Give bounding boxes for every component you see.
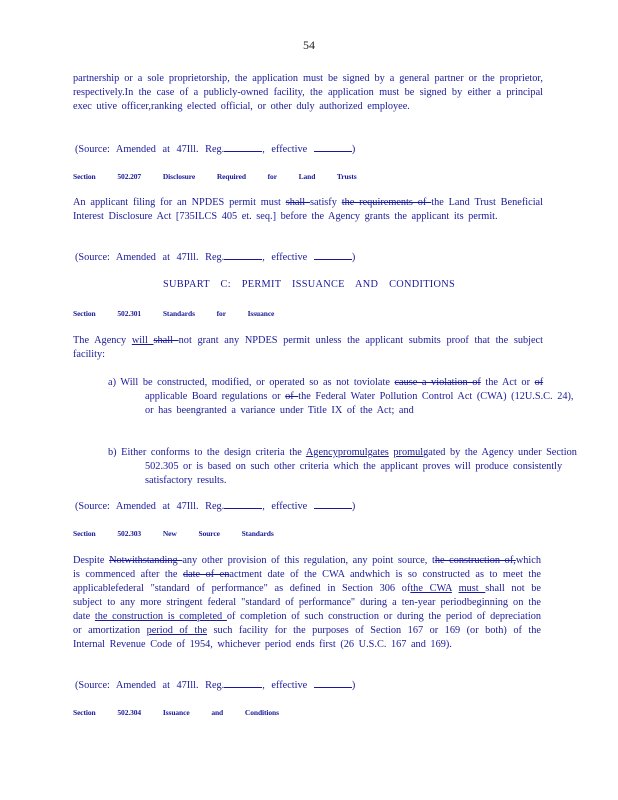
blank-line [224,142,262,152]
text-run: of completion of such construction or during the period of depreciation or amortization [73,611,541,636]
blank-line [314,678,352,688]
section-heading-502-303: Section 502.303 New Source Standards [73,529,274,538]
inserted-text: the CWA [410,583,452,594]
text-run: any other provision of this regulation, any point source, t [182,555,435,566]
blank-line [224,250,262,260]
text-run: a) Will be constructed, modified, or operated so as not toviolate [108,377,395,388]
text-run: the Land Trust Beneficial Interest Disclosure Act [735ILCS 405 et. seq.] before the Agency grants the applicant its permit. [73,197,543,222]
paragraph-signatories [73,72,543,114]
text-run: the Federal Water Pollution Control Act (CWA) (12U.S.C. 24), or has beengranted a variance under Title IX of the Act; and [145,391,574,416]
deleted-text: shall [285,197,310,208]
text-run: An applicant filing for an NPDES permit must [73,197,286,208]
deleted-text: he construction of, [434,555,516,566]
text-run: Despite [73,555,110,566]
source-effective: , effective [262,501,308,512]
text-run: applicable Board regulations or [145,391,286,402]
blank-line [314,250,352,260]
text-run: actment date of the CWA andwhich is so constructed as to meet the applicablefederal "standard of performance" as defined in Section 306 of [73,569,541,594]
paragraph-land-trust [73,196,543,224]
blank-line [224,499,262,509]
list-item-a [108,376,577,418]
paragraph-new-source [73,554,541,652]
deleted-text: of [285,391,299,402]
source-effective: , effective [262,252,308,263]
section-heading-502-301: Section 502.301 Standards for Issuance [73,309,275,318]
deleted-text: Notwithstanding [109,555,183,566]
inserted-text: the construction is completed [94,611,227,622]
deleted-text: cause a violation of [394,377,481,388]
list-item-b [108,446,577,488]
source-effective: , effective [262,144,308,155]
source-note-3 [75,499,355,514]
inserted-text: must [458,583,486,594]
text-run: satisfy [310,197,342,208]
text-run: not grant any NPDES permit unless the applicant submits proof that the subject facility: [73,335,543,360]
deleted-text: shall [153,335,179,346]
source-note-2 [75,250,355,265]
source-label: (Source: Amended at 47Ill. Reg. [75,680,225,691]
inserted-text: period of the [146,625,208,636]
text-run: shall not be subject to any more stringent federal "standard of performance" during a ten-year periodbeginning on the date [73,583,541,622]
text-run: which is commenced after the [73,555,542,580]
paragraph-text: partnership or a sole proprietorship, the application must be signed by a general partner or the proprietor, respectively.In the case of a publicly-owned facility, the application must be signed by either a principal exec utive officer,ranking elected official, or other duly authorized employee. [73,73,543,112]
inserted-text: promul [393,447,424,458]
inserted-text: Agencypromulgates [305,447,389,458]
text-run [452,583,459,594]
source-label: (Source: Amended at 47Ill. Reg. [75,252,225,263]
section-heading-502-304: Section 502.304 Issuance and Conditions [73,708,279,717]
blank-line [314,499,352,509]
text-run: The Agency [73,335,132,346]
text-run: such facility for the purposes of Section 167 or 169 (or both) of the Internal Revenue Code of 1954, whichever period ends first (26 U.S.C. 167 and 169). [73,625,541,650]
source-close: ) [351,501,356,512]
deleted-text: date of en [182,569,230,580]
source-note-1 [75,142,355,157]
source-close: ) [351,252,356,263]
source-close: ) [351,680,356,691]
text-run: the Act or [480,377,535,388]
deleted-text: of [534,377,544,388]
page-number: 54 [303,38,315,52]
section-heading-502-207: Section 502.207 Disclosure Required for Land Trusts [73,172,357,181]
source-effective: , effective [262,680,308,691]
blank-line [224,678,262,688]
text-run: b) Either conforms to the design criteria the [108,447,306,458]
source-label: (Source: Amended at 47Ill. Reg. [75,501,225,512]
deleted-text: the requirements of [341,197,432,208]
source-label: (Source: Amended at 47Ill. Reg. [75,144,225,155]
subpart-title: SUBPART C: PERMIT ISSUANCE AND CONDITIONS [162,279,456,290]
source-note-4 [75,678,355,693]
paragraph-standards [73,334,543,362]
inserted-text: will [131,335,154,346]
blank-line [314,142,352,152]
source-close: ) [351,144,356,155]
text-run: gated by the Agency under Section 502.305 or is based on such other criteria which the applicant proves will produce consistently satisfactory results. [145,447,577,486]
